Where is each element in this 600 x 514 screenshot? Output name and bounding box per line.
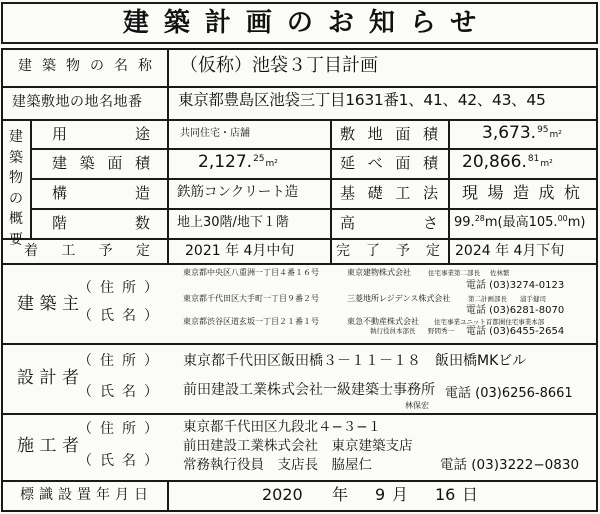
height-dec: 28 [474,214,485,223]
contractor-address: 東京都千代田区九段北４−３−１ [183,419,382,435]
use-label: 用途 [52,125,150,143]
contractor-name-label: （氏名） [78,453,158,469]
notice-title: 建築計画のお知らせ [122,8,492,38]
start-value: 2021 年 4月中旬 [185,243,295,259]
floors-label: 階数 [52,214,150,232]
building-area-dec: 25 [253,154,265,164]
completion-label: 完了予定 [336,243,440,259]
rule [167,48,169,263]
building-name-label: 建築物の名称 [18,58,152,74]
owner-2-person: 浦手健司 [520,295,546,303]
floor-area-unit: m² [540,159,553,169]
height-max-post: m) [567,215,586,230]
posted-year-unit: 年 [332,485,349,504]
structure-value: 鉄筋コンクリート造 [177,184,299,200]
rule [167,480,169,512]
owner-1-company: 東京建物株式会社 [347,268,411,277]
rule [1,86,598,88]
owner-2-dept: 第二計画部長 [468,295,507,303]
site-address-value: 東京都豊島区池袋三丁目1631番1、41、42、43、45 [178,91,546,109]
completion-value: 2024 年 4月下旬 [455,243,565,259]
designer-label: 設計者 [17,368,79,388]
building-area-value [198,154,278,171]
rule [1,263,598,265]
site-area-unit: m² [549,130,562,140]
owner-3-dept2: 執行役員本部長 [370,327,416,335]
height-unit: m [484,215,498,230]
structure-label: 構造 [52,184,150,202]
owner-address-label: （住所） [78,280,158,296]
designer-address: 東京都千代田区飯田橋３－１１－１８ 飯田橋MKビル [183,353,527,369]
owner-2-company: 三菱地所レジデンス株式会社 [347,294,451,303]
owner-1-dept: 住宅事業第二部長 [428,269,480,277]
building-area-unit: m² [265,159,278,169]
height-max-pre: (最高105. [497,215,558,230]
designer-tel: 電話 (03)6256-8661 [445,386,573,401]
height-max-dec: 00 [557,214,568,223]
owner-3-company: 東急不動産株式会社 [347,317,419,326]
rule [30,148,598,150]
floor-area-value [462,154,553,171]
rule [30,120,32,239]
height-label: 高さ [340,214,438,232]
owner-3-address: 東京都渋谷区道玄坂一丁目２１番１号 [183,317,319,326]
contractor-address-label: （住所） [78,421,158,437]
use-value: 共同住宅・店舗 [180,128,250,139]
rule [1,343,598,345]
owner-3-tel: 電話 (03)6455-2654 [466,326,565,337]
posted-day-unit: 日 [462,485,479,504]
site-area-value [482,125,562,142]
posted-month-unit: 月 [392,485,409,504]
contractor-label: 施工者 [17,436,79,456]
site-area-dec: 95 [537,125,549,135]
rule [30,208,598,210]
owner-3-person: 野間秀一 [428,327,454,335]
posted-year: 2020 [262,485,303,504]
start-label: 着工予定 [24,243,150,259]
posted-day: 16 [435,485,456,504]
contractor-tel: 電話 (03)3222−0830 [440,457,580,473]
owner-1-person: 佐林繁 [490,269,510,277]
rule [1,413,598,415]
floor-area-dec: 81 [527,154,540,164]
site-area-label: 敷地面積 [340,125,438,143]
designer-name-label: （氏名） [78,384,158,400]
owner-2-tel: 電話 (03)6281-8070 [466,305,565,316]
building-area-int: 2,127. [198,152,253,172]
owner-2-address: 東京都千代田区大手町一丁目９番２号 [183,294,319,303]
building-area-label: 建築面積 [52,154,150,172]
owner-label: 建築主 [17,294,79,314]
owner-name-label: （氏名） [78,308,158,324]
floors-value: 地上30階/地下１階 [177,215,289,230]
designer-company: 前田建設工業株式会社一級建築士事務所 [183,382,435,398]
owner-1-tel: 電話 (03)3274-0123 [466,280,565,291]
height-value [454,216,586,229]
contractor-person: 常務執行役員 支店長 脇屋仁 [183,457,372,473]
owner-1-address: 東京都中央区八重洲一丁目４番１６号 [183,268,319,277]
rule [448,120,450,263]
site-address-label: 建築敷地の地名地番 [12,94,143,110]
site-area-int: 3,673. [482,123,537,143]
designer-person: 林保宏 [405,401,429,410]
rule [30,178,598,180]
floor-area-int: 20,866. [462,152,527,172]
owner-3-dept: 住宅事業ユニット首都圏住宅事業本部 [434,318,545,326]
floor-area-label: 延べ面積 [340,154,438,172]
designer-address-label: （住所） [78,353,158,369]
posted-date-label: 標識設置年月日 [20,487,148,503]
posted-month: 9 [375,485,386,504]
building-name-value: （仮称）池袋３丁目計画 [180,55,378,76]
foundation-value: 現場造成杭 [462,183,580,202]
overview-label: 建築物の概要 [9,129,23,248]
rule [1,238,598,240]
rule [1,480,598,482]
rule [330,120,332,263]
contractor-company: 前田建設工業株式会社 東京建築支店 [183,438,413,454]
height-int: 99. [454,215,475,230]
rule [1,119,598,121]
foundation-label: 基礎工法 [340,184,438,202]
